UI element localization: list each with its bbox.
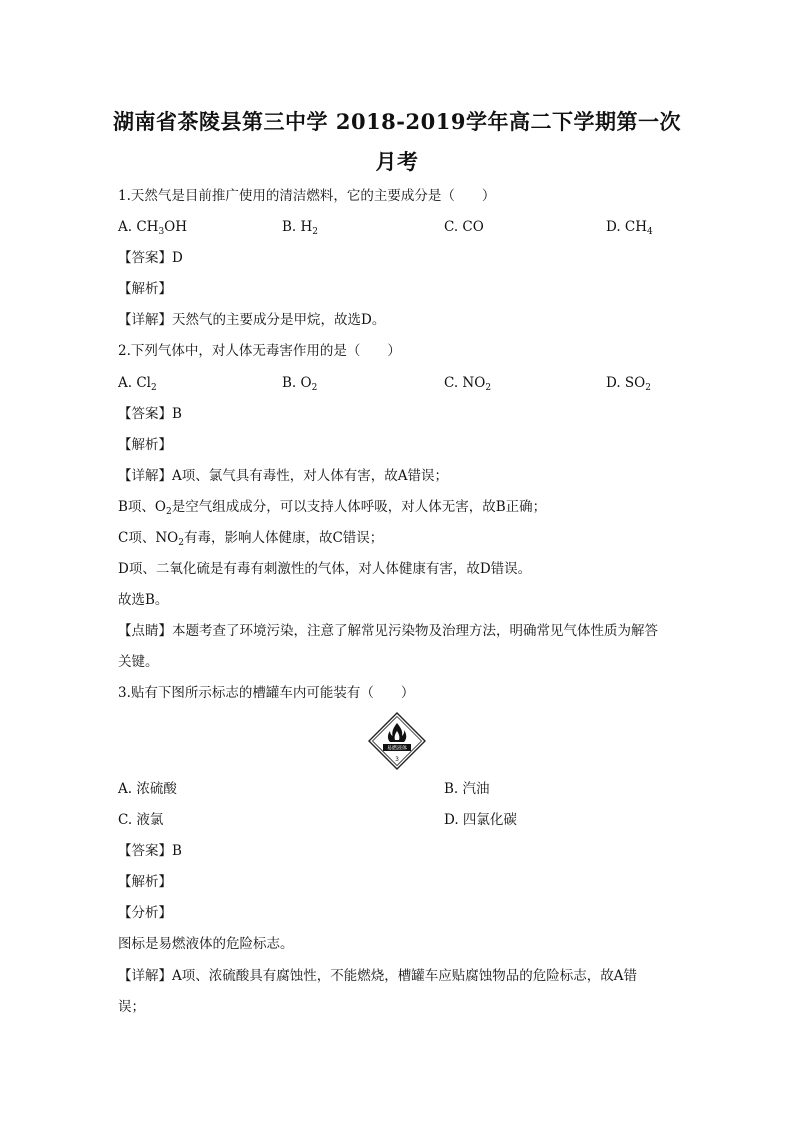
q3-option-c: C. 液氯 [118,812,164,828]
flammable-liquid-hazard-sign [368,712,426,770]
q1-answer: 【答案】D [118,250,183,266]
q1-analysis-heading: 【解析】 [118,281,172,297]
q1-option-b: B. $H_2$ [282,219,319,237]
q2-option-a: A. $Cl_2$ [118,375,157,393]
q2-detail-b: B项、$O_2$是空气组成成分，可以支持人体呼吸，对人体无害，故B正确； [118,499,547,517]
q3-answer: 【答案】B [118,843,182,859]
q2-detail-a: 【详解】A项、氯气具有毒性，对人体有害，故A错误； [118,468,448,484]
q1-option-d: D. $CH_4$ [606,219,653,237]
q3-option-a: A. 浓硫酸 [118,781,177,797]
q3-option-b: B. 汽油 [444,781,490,797]
q2-option-c: C. $NO_2$ [444,375,492,393]
q1-option-c: C. CO [444,219,484,235]
q2-option-d: D. $SO_2$ [606,375,651,393]
question-2-stem: 2.下列气体中，对人体无毒害作用的是（ ） [118,343,401,359]
q2-conclusion: 故选B。 [118,592,169,608]
q2-point-line-2: 关键。 [118,654,159,670]
q2-option-b: B. $O_2$ [282,375,318,393]
q3-analysis-subheading: 【分析】 [118,905,172,921]
q3-detail-line-2: 误； [118,999,145,1015]
q2-analysis-heading: 【解析】 [118,437,172,453]
question-3-stem: 3.贴有下图所示标志的槽罐车内可能装有（ ） [118,685,415,701]
q2-detail-d: D项、二氧化硫是有毒有刺激性的气体，对人体健康有害，故D错误。 [118,561,532,577]
page-title-line-1: 湖南省茶陵县第三中学 2018-2019学年高二下学期第一次 [113,109,681,134]
sign-label: 易燃液体 [386,745,408,752]
sign-number: 3 [395,756,399,763]
q1-option-a: A. $CH_3OH$ [118,219,188,237]
q2-detail-c: C项、$NO_2$有毒，影响人体健康，故C错误； [118,530,384,548]
q2-answer: 【答案】B [118,406,182,422]
q3-detail-line-1: 【详解】A项、浓硫酸具有腐蚀性，不能燃烧，槽罐车应贴腐蚀物品的危险标志，故A错 [118,968,637,984]
q1-detail: 【详解】天然气的主要成分是甲烷，故选D。 [118,312,386,328]
page-title-line-2: 月考 [375,149,419,174]
q3-analysis-heading: 【解析】 [118,874,172,890]
question-1-stem: 1.天然气是目前推广使用的清洁燃料，它的主要成分是（ ） [118,188,496,204]
q3-analysis-text: 图标是易燃液体的危险标志。 [118,936,294,952]
q2-point-line-1: 【点睛】本题考查了环境污染，注意了解常见污染物及治理方法，明确常见气体性质为解答 [118,623,658,639]
q3-option-d: D. 四氯化碳 [444,812,517,828]
